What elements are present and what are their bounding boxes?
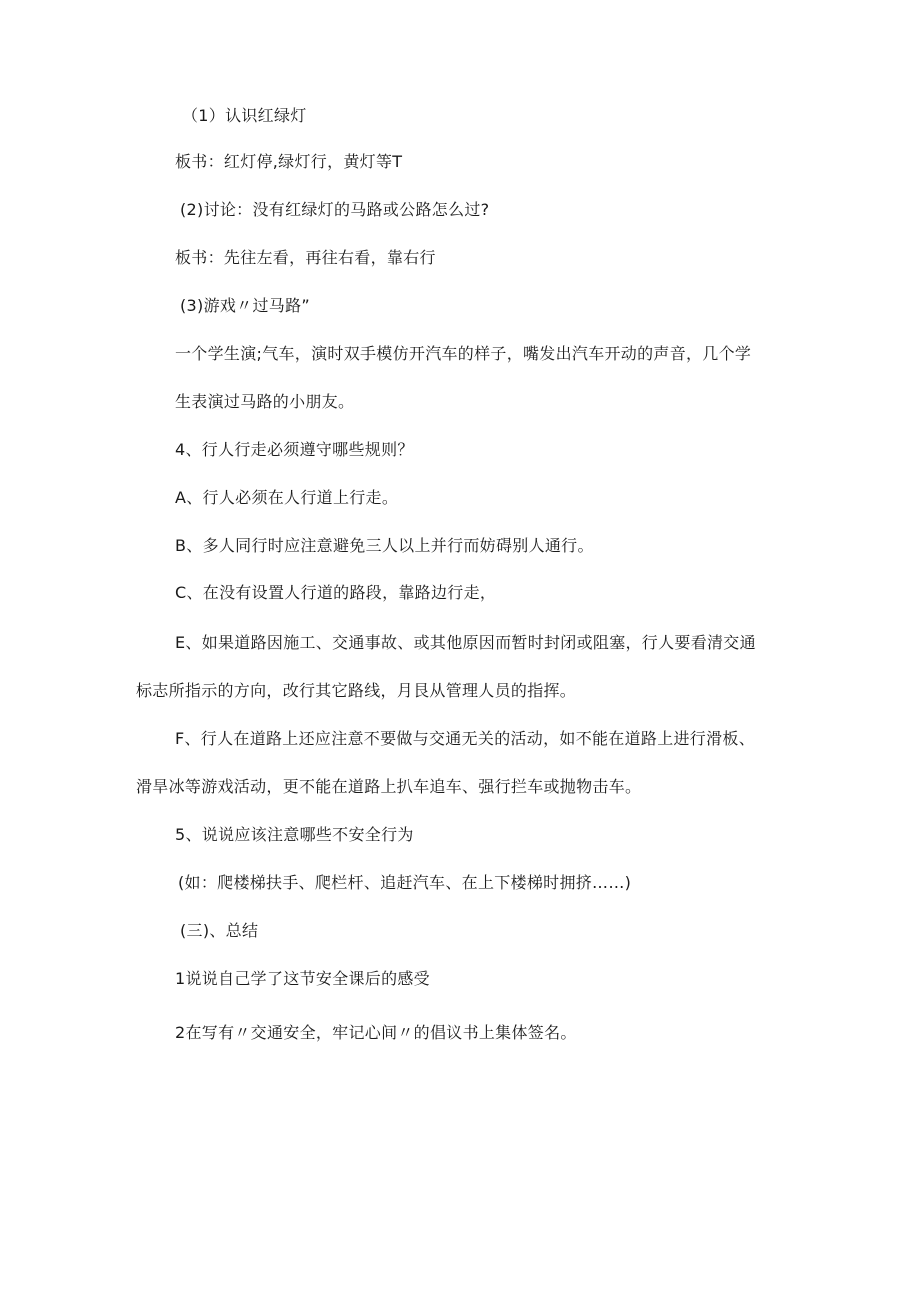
text-line: E、如果道路因施工、交通事故、或其他原因而暂时封闭或阻塞，行人要看清交通	[175, 633, 756, 652]
text-line: (三)、总结	[180, 921, 259, 940]
text-line: B、多人同行时应注意避免三人以上并行而妨碍别人通行。	[175, 536, 594, 555]
text-line: 标志所指示的方向，改行其它路线，月艮从管理人员的指挥。	[136, 681, 577, 700]
text-line: (2)讨论：没有红绿灯的马路或公路怎么过?	[180, 200, 490, 219]
text-line: (3)游戏〃过马路”	[180, 296, 310, 315]
text-line: (如：爬楼梯扶手、爬栏杆、追赶汽车、在上下楼梯时拥挤……)	[178, 873, 632, 892]
text-line: 一个学生演;气车，演时双手模仿开汽车的样子，嘴发出汽车开动的声音，几个学	[175, 344, 752, 363]
text-line: 1说说自己学了这节安全课后的感受	[175, 969, 430, 988]
text-line: C、在没有设置人行道的路段，靠路边行走，	[175, 583, 497, 602]
text-line: （1）认识红绿灯	[182, 106, 307, 125]
text-line: 2在写有〃交通安全，牢记心间〃的倡议书上集体签名。	[175, 1023, 577, 1042]
text-line: F、行人在道路上还应注意不要做与交通无关的活动，如不能在道路上进行滑板、	[175, 729, 756, 748]
text-line: 生表演过马路的小朋友。	[175, 392, 355, 411]
text-line: 板书：先往左看，再往右看，靠右行	[175, 248, 436, 267]
text-line: 5、说说应该注意哪些不安全行为	[175, 825, 414, 844]
text-line: A、行人必须在人行道上行走。	[175, 488, 399, 507]
text-line: 4、行人行走必须遵守哪些规则？	[175, 440, 414, 459]
text-line: 板书：红灯停,绿灯行，黄灯等T	[175, 152, 403, 171]
text-line: 滑旱冰等游戏活动，更不能在道路上扒车追车、强行拦车或抛物击车。	[136, 777, 642, 796]
